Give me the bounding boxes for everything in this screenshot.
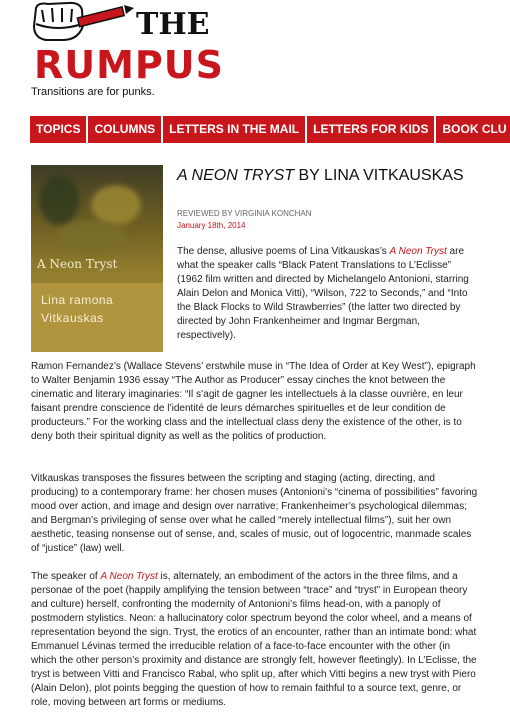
article-title-book: A NEON TRYST xyxy=(177,167,295,184)
cover-author-first: Lina ramona xyxy=(41,293,114,307)
nav-letters-for-kids[interactable]: LETTERS FOR KIDS xyxy=(307,116,436,143)
reviewed-by[interactable]: REVIEWED BY VIRGINIA KONCHAN xyxy=(177,209,312,218)
nav-topics[interactable]: TOPICS xyxy=(30,116,88,143)
cover-title: A Neon Tryst xyxy=(37,257,118,271)
book-link[interactable]: A Neon Tryst xyxy=(100,571,158,582)
book-cover-image xyxy=(31,165,163,352)
main-nav xyxy=(30,116,510,143)
svg-text:RUMPUS: RUMPUS xyxy=(34,43,225,85)
fist-logo-icon xyxy=(28,0,228,85)
site-logo[interactable] xyxy=(28,0,228,85)
article-title xyxy=(177,166,477,186)
site-tagline: Transitions are for punks. xyxy=(31,86,155,98)
svg-text:THE: THE xyxy=(136,7,210,42)
book-link[interactable]: A Neon Tryst xyxy=(389,246,447,257)
article-paragraph-2: Ramon Fernandez’s (Wallace Stevens’ erstwhile muse in “The Idea of Order at Key West”), epigraph to Walter Benjamin 1936 essay “The Author as Producer” essay cinches the knot between the cinematic and literary imaginaries: “Il s’agit de gagner les intellectuels à la classe ouvrière, en leur faisant prendre conscience de l’identité de leurs démarches spirituelles et de leur condition de producteurs.” For the working class and the intellectual class deny the existence of the other, is to deny both their spiritual dignity as well as the politics of production. xyxy=(31,361,476,442)
article-date: January 18th, 2014 xyxy=(177,221,246,230)
cover-author-last: Vitkauskas xyxy=(41,311,104,325)
cover-author xyxy=(41,291,113,327)
nav-letters-in-the-mail[interactable]: LETTERS IN THE MAIL xyxy=(163,116,307,143)
article-title-author: BY LINA VITKAUSKAS xyxy=(294,167,464,184)
nav-book-club[interactable]: BOOK CLU xyxy=(442,122,507,136)
article-paragraph-3: Vitkauskas transposes the fissures between the scripting and staging (acting, directing, and producing) to a contemporary frame: her chosen muses (Antonioni’s “cinema of possibilities” favoring mood over action, and image and design over narrative; Frankenheimer’s psychological dilemmas; and Bergman’s privileging of sense over what he called “merely intellectual films”), suit her own aesthetic, teasing nonsense out of sense, and, scales of music, out of logocentric, manmade scales of “justice” (law) well. xyxy=(31,473,478,554)
article-paragraph-1: The dense, allusive poems of Lina Vitkauskas’s A Neon Tryst are what the speaker calls “Black Patent Translations to L’Eclisse” (1962 film written and directed by Michelangelo Antonioni, starring Alain Delon and Monica Vitti), “Wilson, 722 to Seconds,” and “Into the Black Flocks to Wild Strawberries” (the latter two directed by directed by John Frankenheimer and Ingmar Bergman, respectively). xyxy=(177,246,469,341)
nav-columns[interactable]: COLUMNS xyxy=(88,116,163,143)
article-paragraph-4: The speaker of A Neon Tryst is, alternately, an embodiment of the actors in the three films, and a personae of the poet (happily amplifying the tension between “trace” and “tryst” in European theory and culture) herself, confronting the modernity of Antonioni’s films head-on, with a panoply of postmodern stylistics. Neon: a hallucinatory color spectrum beyond the color wheel, and a means of representation beyond the sign. Tryst, the erotics of an encounter, rather than an intimate bond: what Emmanuel Lévinas termed the irreducible relation of a face-to-face encounter with the other (in which the other person’s proximity and distance are strongly felt, however fleetingly). In L’Eclisse, the tryst is between Vitti and Francisco Rabal, who split up, after which Vitti begins a new tryst with Piero (Alain Delon), plot points begging the question of how to remain faithful to a source text, genre, or role, moving between art forms or mediums. xyxy=(31,571,477,708)
